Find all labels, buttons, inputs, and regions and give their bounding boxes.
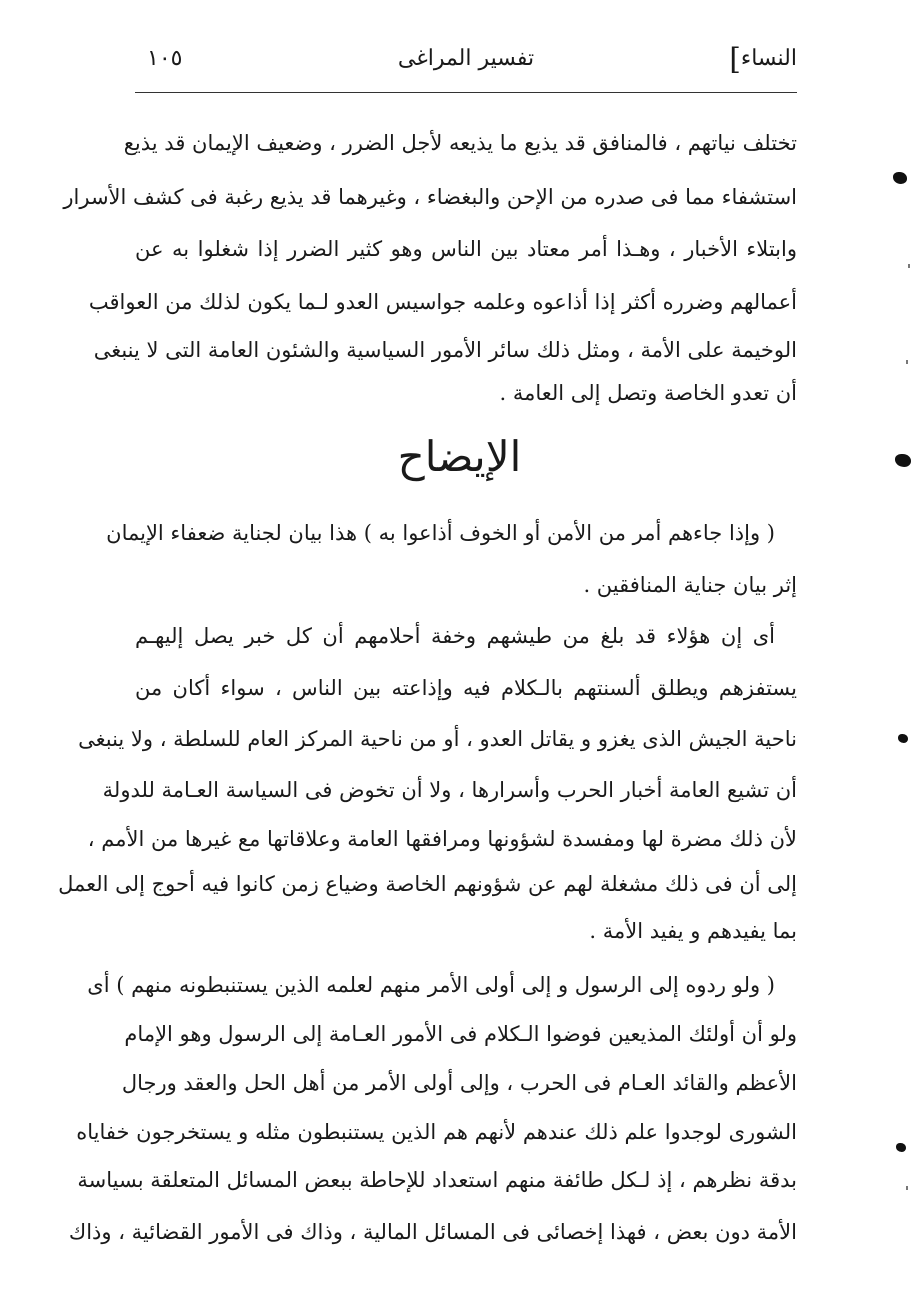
text-line: تختلف نياتهم ، فالمنافق قد يذيع ما يذيعه لأجل الضرر ، وضعيف الإيمان قد يذيع (123, 131, 797, 155)
text-line: بدقة نظرهم ، إذ لـكل طائفة منهم استعداد للإحاطة ببعض المسائل المتعلقة بسياسة (77, 1168, 797, 1192)
text-line: ولو أن أولئك المذيعين فوضوا الـكلام فى الأمور العـامة إلى الرسول وهو الإمام (124, 1022, 797, 1046)
text-line: بما يفيدهم و يفيد الأمة . (589, 919, 797, 943)
text-line: أن تشيع العامة أخبار الحرب وأسرارها ، ولا أن تخوض فى السياسة العـامة للدولة (102, 778, 797, 802)
text-line: الأمة دون بعض ، فهذا إخصائى فى المسائل المالية ، وذاك فى الأمور القضائية ، وذاك (68, 1220, 797, 1244)
ink-blot-mark (895, 454, 911, 467)
text-line: أن تعدو الخاصة وتصل إلى العامة . (499, 381, 797, 405)
scan-speck (906, 360, 908, 364)
ink-blot-mark (898, 734, 908, 743)
header-divider (135, 92, 797, 93)
section-heading: الإيضاح (397, 432, 522, 481)
book-title: تفسير المراغى (397, 46, 535, 71)
scan-speck (906, 1186, 908, 1190)
text-line: إثر بيان جناية المنافقين . (583, 573, 797, 597)
header-bracket: ] (729, 42, 741, 77)
running-header (135, 40, 797, 88)
text-line: يستفزهم ويطلق ألسنتهم بالـكلام فيه وإذاعته بين الناس ، سواء أكان من (135, 676, 797, 700)
text-line: إلى أن فى ذلك مشغلة لهم عن شؤونهم الخاصة وضياع زمن كانوا فيه أحوج إلى العمل (58, 872, 797, 896)
text-line: الشورى لوجدوا علم ذلك عندهم لأنهم هم الذين يستنبطون مثله و يستخرجون خفاياه (76, 1120, 797, 1144)
text-line: استشفاء مما فى صدره من الإحن والبغضاء ، وغيرهما قد يذيع رغبة فى كشف الأسرار (63, 185, 797, 209)
ink-blot-mark (896, 1143, 906, 1152)
text-line: وابتلاء الأخبار ، وهـذا أمر معتاد بين الناس وهو كثير الضرر إذا شغلوا به عن (135, 237, 797, 261)
text-line: الأعظم والقائد العـام فى الحرب ، وإلى أولى الأمر من أهل الحل والعقد ورجال (121, 1071, 797, 1095)
surah-name: النساء (740, 46, 797, 71)
text-line: الوخيمة على الأمة ، ومثل ذلك سائر الأمور السياسية والشئون العامة التى لا ينبغى (93, 338, 797, 362)
text-line: أى إن هؤلاء قد بلغ من طيشهم وخفة أحلامهم أن كل خبر يصل إليهـم (135, 624, 775, 648)
text-line: أعمالهم وضرره أكثر إذا أذاعوه وعلمه جواسيس العدو لـما يكون لذلك من العواقب (88, 290, 797, 314)
text-line: ناحية الجيش الذى يغزو و يقاتل العدو ، أو من ناحية المركز العام للسلطة ، ولا ينبغى (78, 727, 797, 751)
page-number: ١٠٥ (147, 46, 183, 71)
ink-blot-mark (893, 172, 907, 184)
scan-speck (908, 264, 910, 268)
text-line: ( وإذا جاءهم أمر من الأمن أو الخوف أذاعوا به ) هذا بيان لجناية ضعفاء الإيمان (106, 521, 775, 545)
text-line: لأن ذلك مضرة لها ومفسدة لشؤونها ومرافقها العامة وعلاقاتها مع غيرها من الأمم ، (87, 827, 797, 851)
text-line: ( ولو ردوه إلى الرسول و إلى أولى الأمر منهم لعلمه الذين يستنبطونه منهم ) أى (87, 973, 775, 997)
